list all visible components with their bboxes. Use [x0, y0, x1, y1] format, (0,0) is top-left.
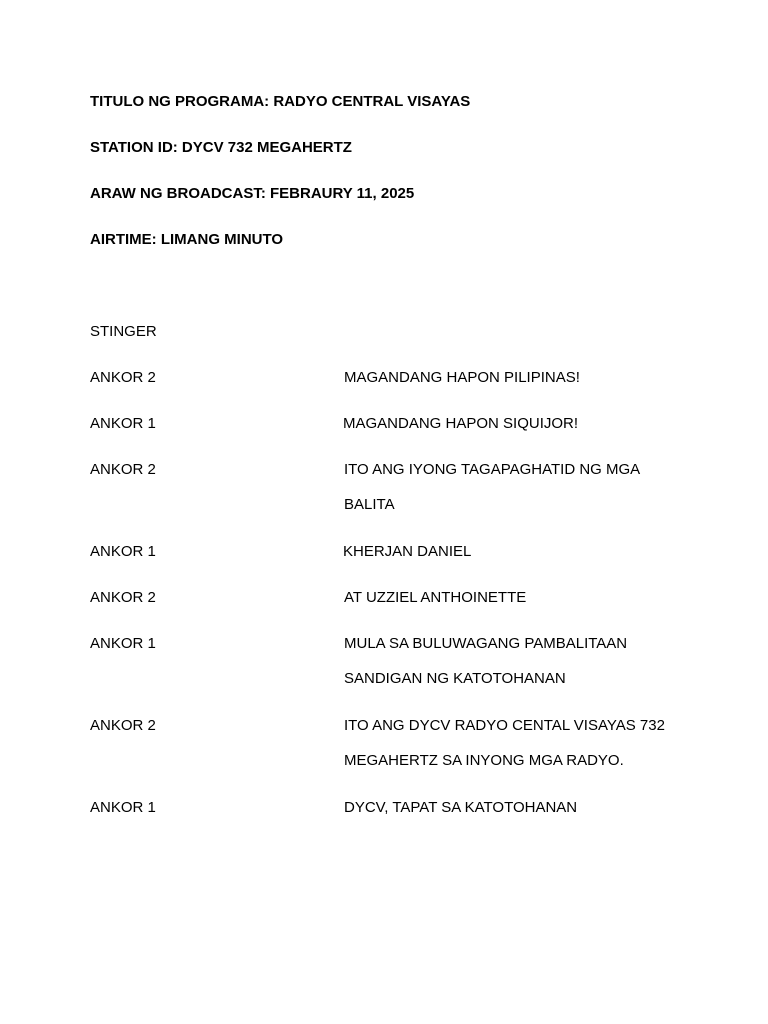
- script-line: MEGAHERTZ SA INYONG MGA RADYO.: [344, 752, 624, 769]
- script-cue: ANKOR 1: [90, 543, 156, 560]
- script-line: KHERJAN DANIEL: [343, 543, 472, 560]
- script-line: SANDIGAN NG KATOTOHANAN: [344, 670, 566, 687]
- script-cue: ANKOR 2: [90, 369, 156, 386]
- script-line: AT UZZIEL ANTHOINETTE: [344, 589, 527, 606]
- script-line: DYCV, TAPAT SA KATOTOHANAN: [344, 799, 578, 816]
- station-id: STATION ID: DYCV 732 MEGAHERTZ: [90, 139, 352, 156]
- script-line: BALITA: [344, 496, 395, 513]
- airtime: AIRTIME: LIMANG MINUTO: [90, 231, 284, 248]
- program-title: TITULO NG PROGRAMA: RADYO CENTRAL VISAYAS: [90, 93, 471, 110]
- script-line: ITO ANG DYCV RADYO CENTAL VISAYAS 732: [344, 717, 665, 734]
- script-cue: ANKOR 2: [90, 589, 156, 606]
- script-line: ITO ANG IYONG TAGAPAGHATID NG MGA: [344, 461, 641, 478]
- script-line: MULA SA BULUWAGANG PAMBALITAAN: [344, 635, 628, 652]
- stinger-cue: STINGER: [90, 323, 157, 340]
- script-line: MAGANDANG HAPON SIQUIJOR!: [343, 415, 579, 432]
- broadcast-date: ARAW NG BROADCAST: FEBRAURY 11, 2025: [90, 185, 415, 202]
- script-cue: ANKOR 1: [90, 415, 156, 432]
- script-cue: ANKOR 1: [90, 799, 156, 816]
- script-cue: ANKOR 1: [90, 635, 156, 652]
- script-line: MAGANDANG HAPON PILIPINAS!: [344, 369, 580, 386]
- script-cue: ANKOR 2: [90, 717, 156, 734]
- script-cue: ANKOR 2: [90, 461, 156, 478]
